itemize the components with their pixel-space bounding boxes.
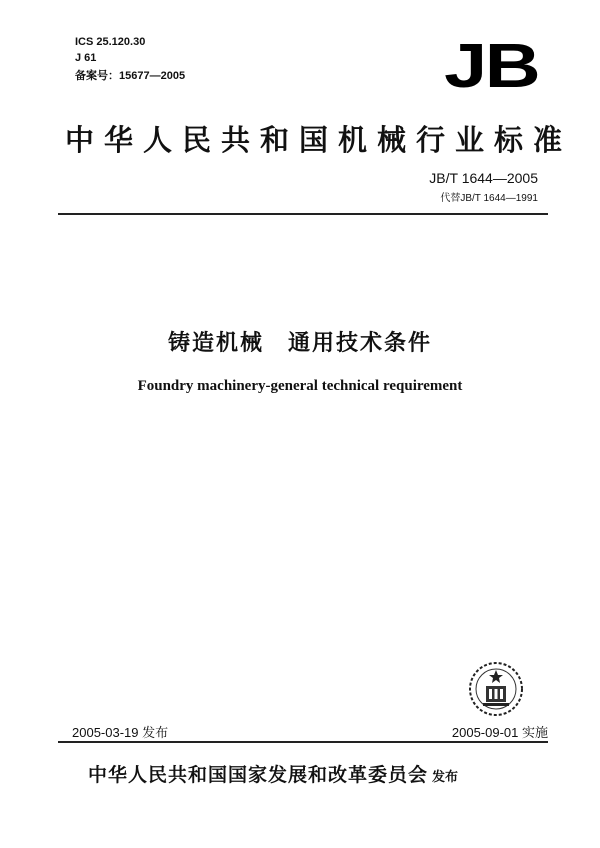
- issuing-authority: [88, 760, 458, 787]
- national-emblem-icon: [467, 660, 525, 718]
- standard-number: JB/T 1644—2005: [429, 170, 538, 186]
- ics-code: ICS 25.120.30: [75, 36, 146, 48]
- document-title-cn: 铸造机械 通用技术条件: [167, 331, 432, 356]
- bottom-divider: [58, 741, 548, 743]
- issuer-name: 中华人民共和国国家发展和改革委员会: [88, 764, 429, 786]
- top-divider: [58, 213, 548, 215]
- implement-date: 2005-09-01 实施: [451, 725, 548, 740]
- j-code: J 61: [75, 52, 97, 64]
- publish-date: 2005-03-19 发布: [72, 725, 169, 740]
- issuer-suffix: 发布: [432, 770, 459, 785]
- document-title-en: Foundry machinery-general technical requirement: [137, 378, 463, 394]
- jb-logo: JB: [443, 32, 538, 101]
- replaces-standard: 代替JB/T 1644—1991: [440, 193, 538, 204]
- filing-number: 备案号：15677—2005: [75, 70, 186, 82]
- industry-standard-title: 中华人民共和国机械行业标准: [65, 123, 573, 157]
